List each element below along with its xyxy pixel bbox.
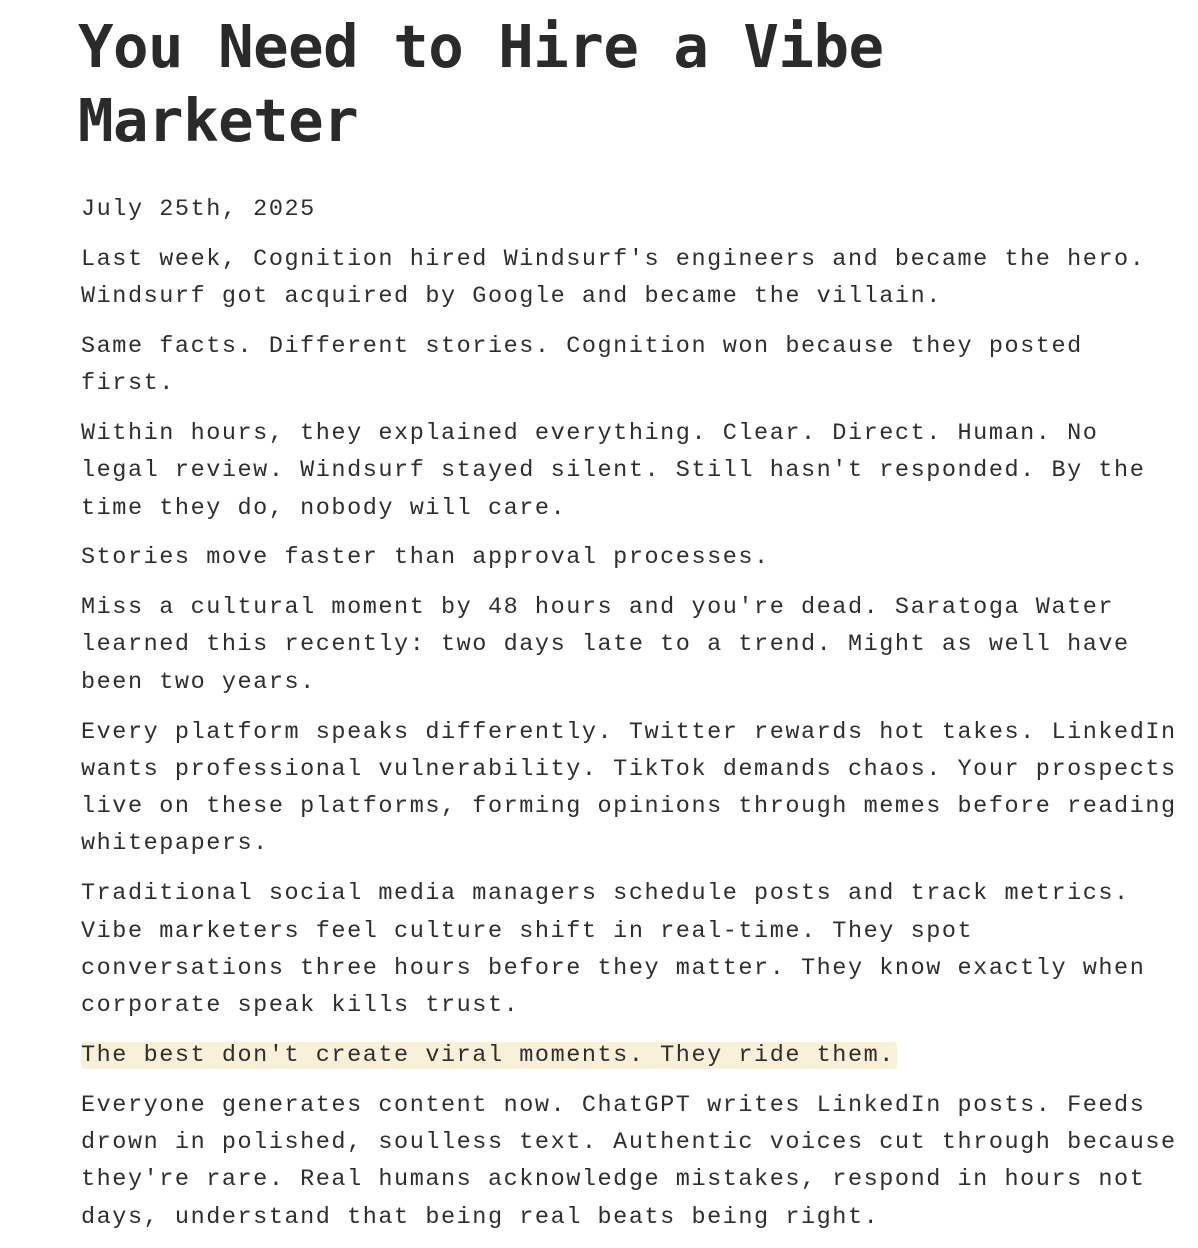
article-title (78, 10, 1178, 158)
paragraph-line: Stories move faster than approval processes. (81, 544, 770, 572)
paragraph-5 (81, 589, 1181, 701)
article-title-line-1: You Need to Hire a Vibe (78, 12, 884, 81)
paragraph-line: days, understand that being real beats being right. (81, 1203, 880, 1231)
paragraph-line: Traditional social media managers schedule posts and track metrics. (81, 880, 1130, 908)
paragraph-7 (81, 875, 1181, 1024)
paragraph-3 (81, 415, 1181, 527)
highlighted-quote (81, 1037, 1181, 1074)
paragraph-line: whitepapers. (81, 830, 269, 858)
highlighted-text: The best don't create viral moments. They ride them. (81, 1041, 895, 1069)
paragraph-line: Within hours, they explained everything. Clear. Direct. Human. No (81, 419, 1099, 447)
paragraph-9 (81, 1087, 1181, 1236)
paragraph-line: conversations three hours before they matter. They know exactly when (81, 954, 1146, 982)
paragraph-line: Every platform speaks differently. Twitter rewards hot takes. LinkedIn (81, 718, 1177, 746)
paragraph-line: live on these platforms, forming opinions through memes before reading (81, 793, 1177, 821)
paragraph-line: corporate speak kills trust. (81, 992, 520, 1020)
publish-date: July 25th, 2025 (81, 196, 316, 223)
paragraph-line: Windsurf got acquired by Google and became the villain. (81, 283, 942, 311)
paragraph-line: Everyone generates content now. ChatGPT writes LinkedIn posts. Feeds (81, 1091, 1146, 1119)
paragraph-line: Vibe marketers feel culture shift in real-time. They spot (81, 917, 974, 945)
paragraph-line: they're rare. Real humans acknowledge mistakes, respond in hours not (81, 1166, 1146, 1194)
paragraph-line: Miss a cultural moment by 48 hours and you're dead. Saratoga Water (81, 594, 1115, 622)
paragraph-line: drown in polished, soulless text. Authentic voices cut through because (81, 1129, 1177, 1157)
paragraph-line: learned this recently: two days late to a trend. Might as well have (81, 631, 1130, 659)
paragraph-line: been two years. (81, 668, 316, 696)
paragraph-line: wants professional vulnerability. TikTok demands chaos. Your prospects (81, 755, 1177, 783)
article-title-line-2: Marketer (78, 86, 359, 155)
paragraph-line: Last week, Cognition hired Windsurf's engineers and became the hero. (81, 245, 1146, 273)
article-body (81, 191, 1181, 1248)
paragraph-4 (81, 539, 1181, 576)
paragraph-6 (81, 714, 1181, 863)
paragraph-2 (81, 328, 1181, 403)
paragraph-line: legal review. Windsurf stayed silent. Still hasn't responded. By the (81, 457, 1146, 485)
paragraph-1 (81, 241, 1181, 316)
paragraph-line: Same facts. Different stories. Cognition won because they posted first. (81, 332, 1083, 398)
paragraph-line: time they do, nobody will care. (81, 494, 567, 522)
